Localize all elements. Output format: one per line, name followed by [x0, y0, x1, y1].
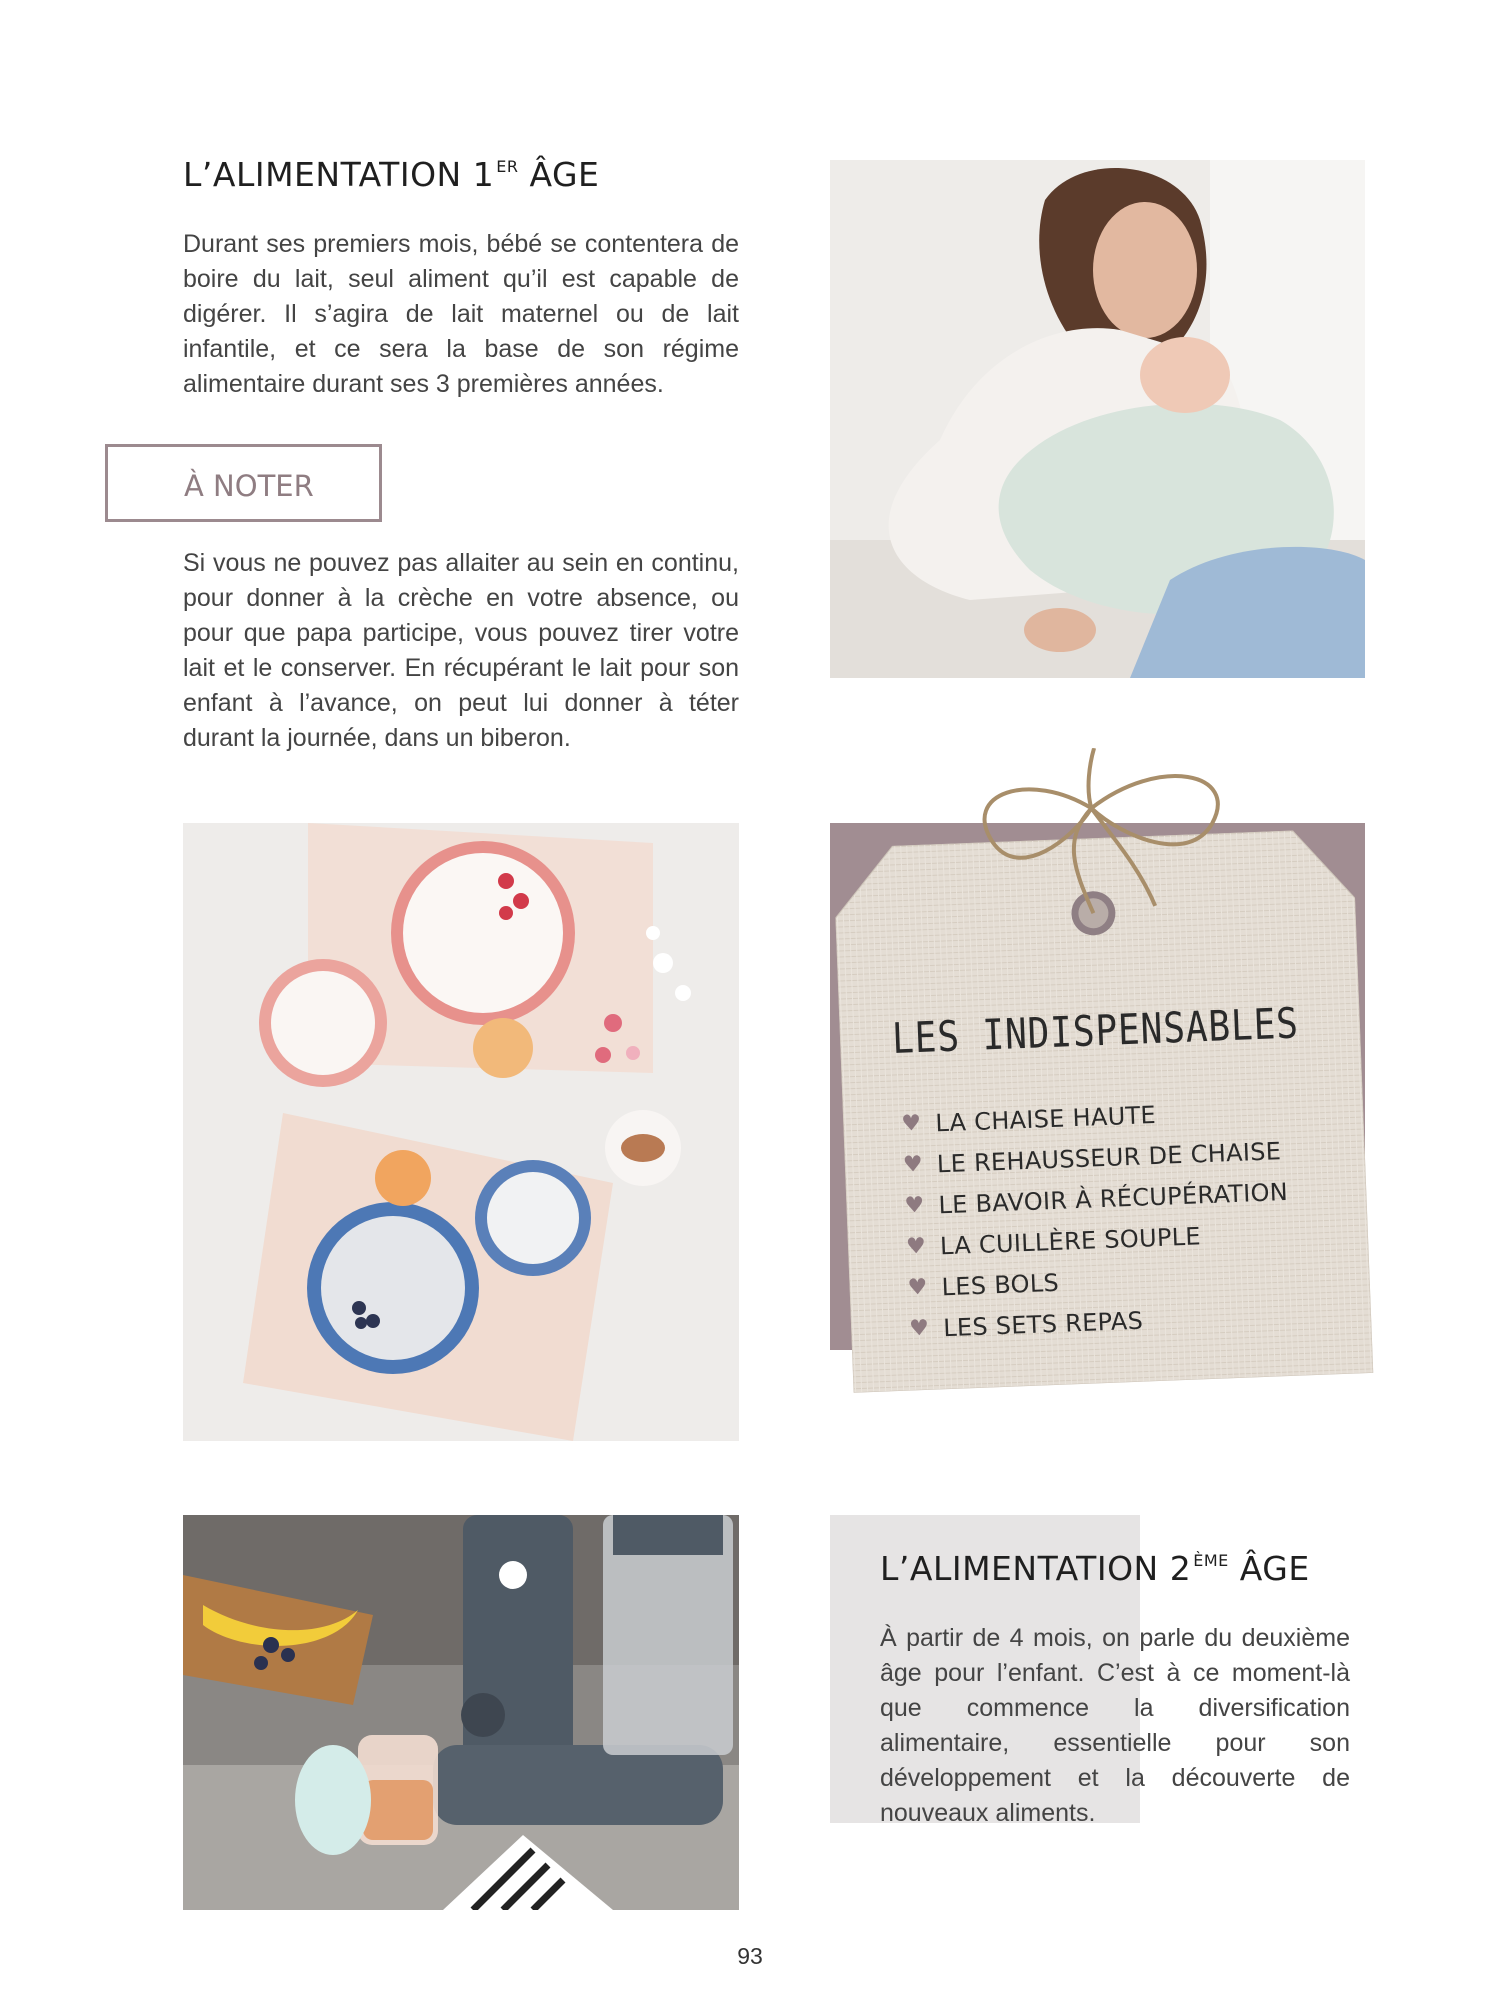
- page-number: 93: [737, 1943, 763, 1969]
- heart-icon: ♥: [904, 1192, 926, 1219]
- twine-bow-icon: [919, 742, 1266, 935]
- heart-icon: ♥: [908, 1315, 930, 1342]
- note-body: Si vous ne pouvez pas allaiter au sein en continu, pour donner à la crèche en votre absence, ou pour que papa participe, vous pouvez tirer votre lait et le conserver. En récupérant le lait pour son enfant à l’avance, on peut lui donner à téter durant la journée, dans un biberon.: [183, 549, 739, 752]
- section2-title: L’ALIMENTATION 2 $^{ÈME}$ ÂGE: [880, 1549, 1310, 1588]
- list-item: ♥ LES BOLS: [907, 1268, 1060, 1301]
- heart-icon: ♥: [905, 1233, 927, 1260]
- note-label: À NOTER: [184, 469, 314, 503]
- mother-baby-photo: [830, 160, 1365, 678]
- list-item: ♥ LE REHAUSSEUR DE CHAISE: [902, 1136, 1282, 1178]
- section2-body: À partir de 4 mois, on parle du deuxième âge pour l’enfant. C’est à ce moment-là que commence la diversification alimentaire, essentielle pour son développement et la découverte de nouveaux aliments.: [880, 1624, 1350, 1827]
- heart-icon: ♥: [902, 1151, 924, 1178]
- heart-icon: ♥: [900, 1110, 922, 1137]
- section1-title: L’ALIMENTATION 1 $^{ER}$ ÂGE: [183, 155, 600, 194]
- note-box: [105, 444, 382, 522]
- tableware-photo: [183, 823, 739, 1441]
- section1-body: Durant ses premiers mois, bébé se contentera de boire du lait, seul aliment qu’il est capable de digérer. Il s’agira de lait maternel ou de lait infantile, et ce sera la base de son régime alimentaire durant ses 3 premières années.: [183, 230, 739, 398]
- list-item: ♥ LE BAVOIR À RÉCUPÉRATION: [904, 1177, 1289, 1219]
- food-processor-photo: [183, 1515, 739, 1910]
- list-item: ♥ LA CUILLÈRE SOUPLE: [905, 1221, 1202, 1260]
- indispensables-tag: [833, 828, 1374, 1393]
- tag-items-list: [901, 1089, 1294, 1350]
- tag-title: LES INDISPENSABLES: [891, 998, 1300, 1064]
- heart-icon: ♥: [907, 1274, 929, 1301]
- list-item: ♥ LES SETS REPAS: [908, 1306, 1144, 1342]
- list-item: ♥ LA CHAISE HAUTE: [900, 1100, 1157, 1137]
